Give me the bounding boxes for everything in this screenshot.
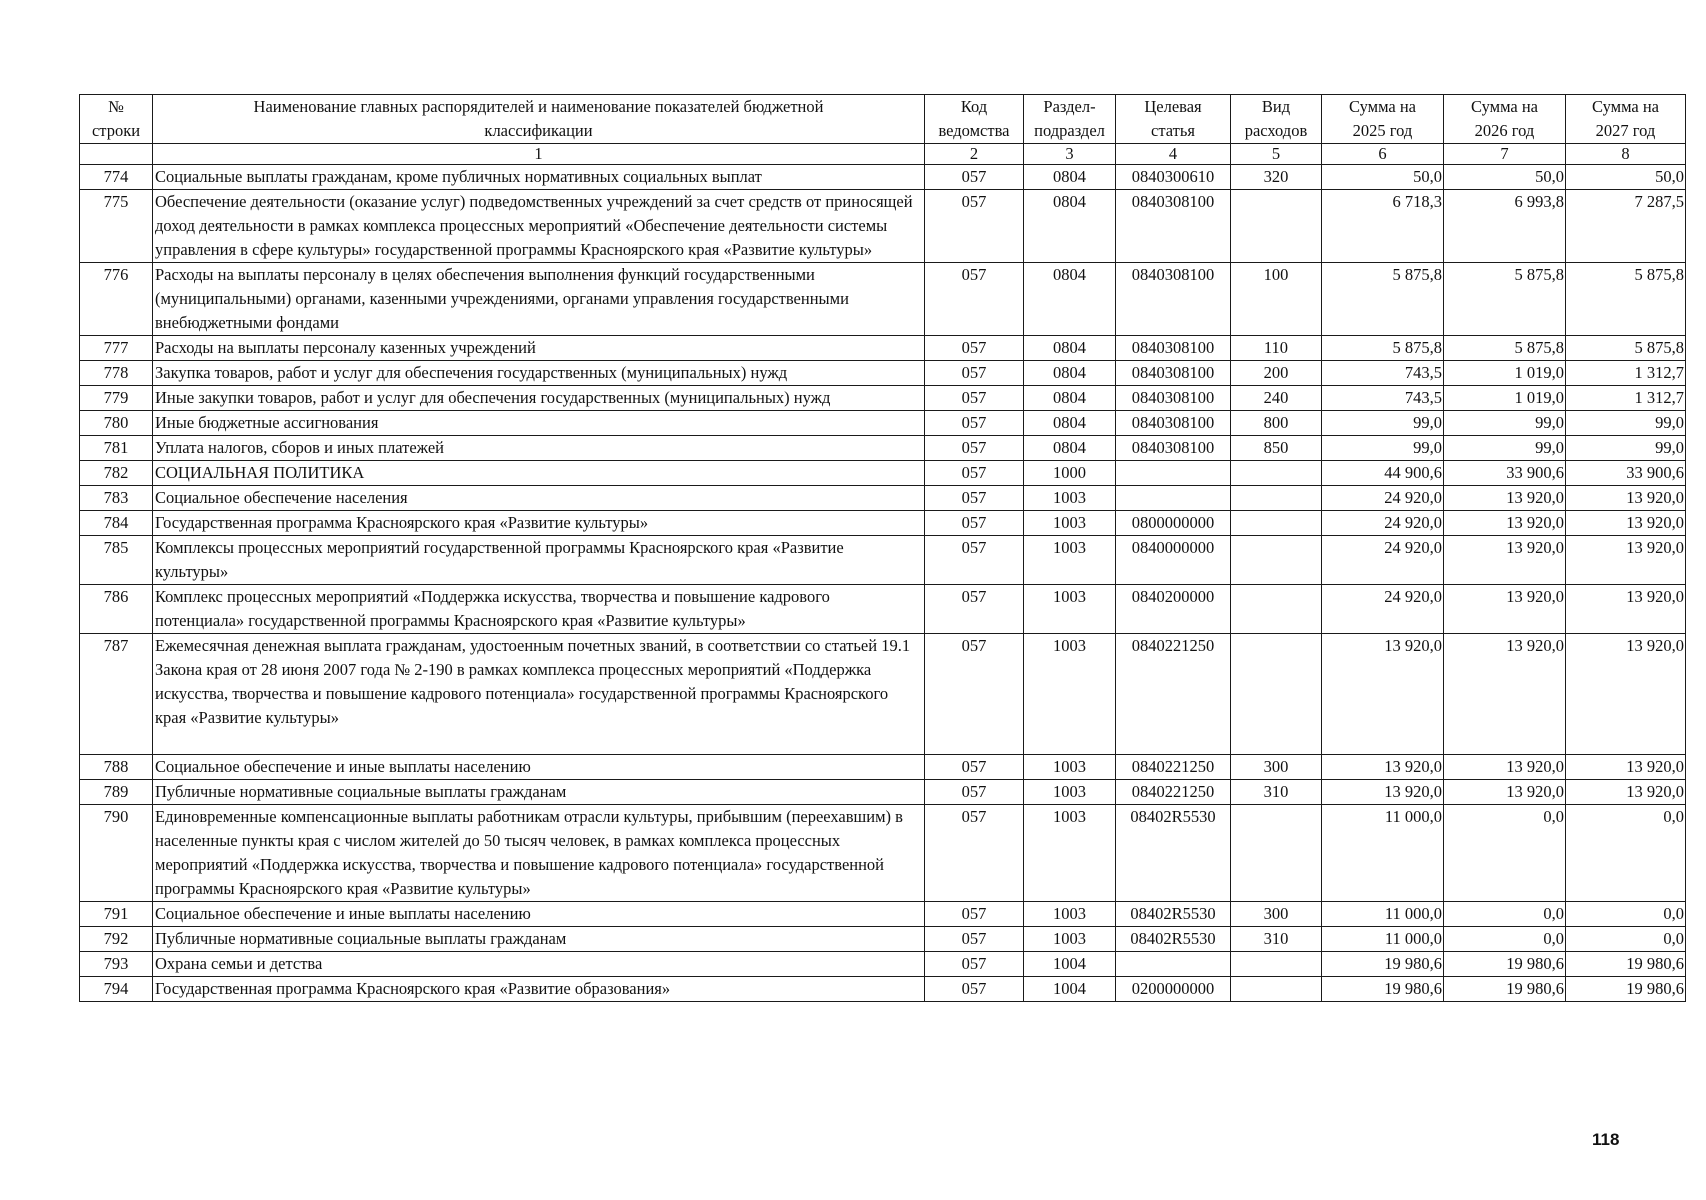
row-sum-2026: 33 900,6 [1444, 461, 1566, 486]
row-sum-2027: 99,0 [1566, 411, 1686, 436]
row-expense-type: 100 [1231, 263, 1322, 336]
row-sum-2026: 99,0 [1444, 411, 1566, 436]
row-section: 1003 [1024, 780, 1116, 805]
table-row [80, 585, 1686, 634]
row-target-article: 0840308100 [1116, 411, 1231, 436]
row-expense-type: 320 [1231, 165, 1322, 190]
row-department-code: 057 [925, 461, 1024, 486]
row-target-article: 0840221250 [1116, 780, 1231, 805]
row-sum-2027: 19 980,6 [1566, 952, 1686, 977]
row-name: Охрана семьи и детства [153, 952, 925, 977]
row-name: Социальное обеспечение и иные выплаты населению [153, 902, 925, 927]
row-sum-2025: 5 875,8 [1322, 336, 1444, 361]
row-department-code: 057 [925, 165, 1024, 190]
table-row [80, 805, 1686, 902]
row-number: 775 [80, 190, 153, 263]
table-body [80, 165, 1686, 1002]
row-target-article: 0840308100 [1116, 190, 1231, 263]
row-department-code: 057 [925, 927, 1024, 952]
row-number: 774 [80, 165, 153, 190]
row-expense-type [1231, 190, 1322, 263]
row-target-article [1116, 952, 1231, 977]
row-sum-2025: 24 920,0 [1322, 536, 1444, 585]
row-target-article: 0840300610 [1116, 165, 1231, 190]
table-row [80, 436, 1686, 461]
row-expense-type [1231, 585, 1322, 634]
row-expense-type [1231, 977, 1322, 1002]
row-sum-2027: 7 287,5 [1566, 190, 1686, 263]
row-expense-type: 310 [1231, 927, 1322, 952]
row-sum-2026: 5 875,8 [1444, 336, 1566, 361]
row-number: 776 [80, 263, 153, 336]
row-expense-type: 300 [1231, 755, 1322, 780]
row-sum-2026: 99,0 [1444, 436, 1566, 461]
row-sum-2026: 13 920,0 [1444, 585, 1566, 634]
row-sum-2027: 1 312,7 [1566, 386, 1686, 411]
header-sum-2026: Сумма на 2026 год [1444, 95, 1566, 144]
row-sum-2027: 13 920,0 [1566, 585, 1686, 634]
budget-table [79, 94, 1686, 1002]
row-number: 782 [80, 461, 153, 486]
column-index: 8 [1566, 144, 1686, 165]
row-department-code: 057 [925, 755, 1024, 780]
row-sum-2025: 13 920,0 [1322, 755, 1444, 780]
row-section: 1003 [1024, 634, 1116, 755]
row-sum-2026: 13 920,0 [1444, 486, 1566, 511]
row-sum-2026: 6 993,8 [1444, 190, 1566, 263]
table-row [80, 902, 1686, 927]
row-target-article: 0840000000 [1116, 536, 1231, 585]
row-department-code: 057 [925, 952, 1024, 977]
row-department-code: 057 [925, 263, 1024, 336]
row-section: 1004 [1024, 952, 1116, 977]
row-number: 783 [80, 486, 153, 511]
row-sum-2026: 0,0 [1444, 902, 1566, 927]
row-department-code: 057 [925, 336, 1024, 361]
row-name: Государственная программа Красноярского края «Развитие культуры» [153, 511, 925, 536]
table-row [80, 536, 1686, 585]
row-name: Публичные нормативные социальные выплаты гражданам [153, 780, 925, 805]
row-sum-2027: 13 920,0 [1566, 780, 1686, 805]
row-number: 781 [80, 436, 153, 461]
row-name: Комплексы процессных мероприятий государственной программы Красноярского края «Развитие культуры» [153, 536, 925, 585]
row-number: 790 [80, 805, 153, 902]
row-sum-2025: 24 920,0 [1322, 486, 1444, 511]
row-section: 1004 [1024, 977, 1116, 1002]
header-target-article: Целевая статья [1116, 95, 1231, 144]
column-index: 1 [153, 144, 925, 165]
row-target-article: 0840200000 [1116, 585, 1231, 634]
row-target-article: 0840308100 [1116, 361, 1231, 386]
row-department-code: 057 [925, 536, 1024, 585]
row-sum-2026: 13 920,0 [1444, 536, 1566, 585]
row-number: 791 [80, 902, 153, 927]
row-sum-2026: 13 920,0 [1444, 634, 1566, 755]
row-expense-type [1231, 634, 1322, 755]
row-target-article: 0840308100 [1116, 436, 1231, 461]
table-row [80, 461, 1686, 486]
row-sum-2025: 5 875,8 [1322, 263, 1444, 336]
row-target-article: 0840221250 [1116, 634, 1231, 755]
row-section: 0804 [1024, 263, 1116, 336]
row-name: Иные закупки товаров, работ и услуг для обеспечения государственных (муниципальных) нужд [153, 386, 925, 411]
table-row [80, 486, 1686, 511]
row-sum-2025: 11 000,0 [1322, 805, 1444, 902]
row-number: 778 [80, 361, 153, 386]
row-sum-2027: 33 900,6 [1566, 461, 1686, 486]
table-row [80, 190, 1686, 263]
column-index: 7 [1444, 144, 1566, 165]
row-name: Расходы на выплаты персоналу в целях обеспечения выполнения функций государственными (муниципальными) органами, казенными учреждениями, органами управления государственными внебюджетными фондами [153, 263, 925, 336]
row-department-code: 057 [925, 585, 1024, 634]
row-number: 784 [80, 511, 153, 536]
row-target-article [1116, 486, 1231, 511]
row-name: Публичные нормативные социальные выплаты гражданам [153, 927, 925, 952]
table-row [80, 263, 1686, 336]
table-row [80, 755, 1686, 780]
row-number: 792 [80, 927, 153, 952]
row-section: 0804 [1024, 336, 1116, 361]
row-department-code: 057 [925, 780, 1024, 805]
page-number: 118 [1592, 1130, 1620, 1149]
row-name: Уплата налогов, сборов и иных платежей [153, 436, 925, 461]
row-sum-2026: 50,0 [1444, 165, 1566, 190]
row-number: 785 [80, 536, 153, 585]
row-section: 1003 [1024, 585, 1116, 634]
table-row [80, 952, 1686, 977]
row-department-code: 057 [925, 977, 1024, 1002]
row-sum-2027: 19 980,6 [1566, 977, 1686, 1002]
column-index: 3 [1024, 144, 1116, 165]
row-target-article: 08402R5530 [1116, 902, 1231, 927]
row-number: 786 [80, 585, 153, 634]
table-row [80, 927, 1686, 952]
row-department-code: 057 [925, 805, 1024, 902]
row-target-article [1116, 461, 1231, 486]
row-section: 1003 [1024, 805, 1116, 902]
row-sum-2027: 13 920,0 [1566, 486, 1686, 511]
row-sum-2025: 11 000,0 [1322, 902, 1444, 927]
budget-sheet [79, 94, 1686, 1002]
row-section: 0804 [1024, 436, 1116, 461]
row-section: 0804 [1024, 386, 1116, 411]
header-row-number: № строки [80, 95, 153, 144]
header-name: Наименование главных распорядителей и наименование показателей бюджетной классификации [153, 95, 925, 144]
row-section: 1003 [1024, 755, 1116, 780]
row-target-article: 0840308100 [1116, 336, 1231, 361]
row-section: 1003 [1024, 927, 1116, 952]
row-section: 1003 [1024, 511, 1116, 536]
row-section: 1003 [1024, 902, 1116, 927]
row-expense-type [1231, 952, 1322, 977]
row-section: 1000 [1024, 461, 1116, 486]
row-sum-2025: 44 900,6 [1322, 461, 1444, 486]
row-name: Единовременные компенсационные выплаты работникам отрасли культуры, прибывшим (переехавшим) в населенные пункты края с числом жителей до 50 тысяч человек, в рамках комплекса процессных мероприятий «Поддержка искусства, творчества и повышение кадрового потенциала» государственной программы Красноярского края «Развитие культуры» [153, 805, 925, 902]
row-number: 793 [80, 952, 153, 977]
row-sum-2025: 99,0 [1322, 411, 1444, 436]
table-row [80, 336, 1686, 361]
table-row [80, 361, 1686, 386]
row-sum-2026: 13 920,0 [1444, 755, 1566, 780]
row-target-article: 08402R5530 [1116, 927, 1231, 952]
row-number: 787 [80, 634, 153, 755]
row-sum-2025: 24 920,0 [1322, 511, 1444, 536]
row-sum-2025: 50,0 [1322, 165, 1444, 190]
header-sum-2027: Сумма на 2027 год [1566, 95, 1686, 144]
row-section: 0804 [1024, 165, 1116, 190]
row-sum-2027: 13 920,0 [1566, 511, 1686, 536]
column-index-blank [80, 144, 153, 165]
row-name: Закупка товаров, работ и услуг для обеспечения государственных (муниципальных) нужд [153, 361, 925, 386]
header-sum-2025: Сумма на 2025 год [1322, 95, 1444, 144]
row-target-article: 0200000000 [1116, 977, 1231, 1002]
row-name: Государственная программа Красноярского края «Развитие образования» [153, 977, 925, 1002]
column-index: 2 [925, 144, 1024, 165]
row-sum-2026: 1 019,0 [1444, 386, 1566, 411]
row-sum-2027: 0,0 [1566, 805, 1686, 902]
row-sum-2027: 13 920,0 [1566, 536, 1686, 585]
row-sum-2026: 5 875,8 [1444, 263, 1566, 336]
row-sum-2027: 0,0 [1566, 902, 1686, 927]
header-row [80, 95, 1686, 144]
row-sum-2025: 99,0 [1322, 436, 1444, 461]
table-row [80, 386, 1686, 411]
row-sum-2027: 50,0 [1566, 165, 1686, 190]
row-number: 777 [80, 336, 153, 361]
row-number: 788 [80, 755, 153, 780]
row-target-article: 0800000000 [1116, 511, 1231, 536]
row-expense-type: 110 [1231, 336, 1322, 361]
row-department-code: 057 [925, 634, 1024, 755]
row-number: 779 [80, 386, 153, 411]
row-expense-type [1231, 486, 1322, 511]
row-expense-type: 850 [1231, 436, 1322, 461]
row-name: Социальное обеспечение и иные выплаты населению [153, 755, 925, 780]
table-row [80, 165, 1686, 190]
table-row [80, 634, 1686, 755]
row-expense-type [1231, 805, 1322, 902]
row-number: 789 [80, 780, 153, 805]
row-sum-2025: 19 980,6 [1322, 952, 1444, 977]
row-department-code: 057 [925, 386, 1024, 411]
header-expense-type: Вид расходов [1231, 95, 1322, 144]
row-expense-type: 300 [1231, 902, 1322, 927]
row-sum-2026: 19 980,6 [1444, 977, 1566, 1002]
row-name: Социальные выплаты гражданам, кроме публичных нормативных социальных выплат [153, 165, 925, 190]
row-department-code: 057 [925, 361, 1024, 386]
row-department-code: 057 [925, 486, 1024, 511]
column-index: 5 [1231, 144, 1322, 165]
table-row [80, 511, 1686, 536]
row-name: Комплекс процессных мероприятий «Поддержка искусства, творчества и повышение кадрового потенциала» государственной программы Красноярского края «Развитие культуры» [153, 585, 925, 634]
row-sum-2025: 19 980,6 [1322, 977, 1444, 1002]
row-department-code: 057 [925, 436, 1024, 461]
row-sum-2026: 0,0 [1444, 927, 1566, 952]
row-sum-2025: 24 920,0 [1322, 585, 1444, 634]
row-expense-type: 200 [1231, 361, 1322, 386]
row-expense-type [1231, 461, 1322, 486]
row-sum-2025: 743,5 [1322, 361, 1444, 386]
row-sum-2027: 5 875,8 [1566, 336, 1686, 361]
row-sum-2027: 0,0 [1566, 927, 1686, 952]
row-target-article: 0840308100 [1116, 386, 1231, 411]
row-sum-2026: 1 019,0 [1444, 361, 1566, 386]
row-sum-2027: 13 920,0 [1566, 755, 1686, 780]
header-section: Раздел- подраздел [1024, 95, 1116, 144]
row-sum-2027: 13 920,0 [1566, 634, 1686, 755]
row-number: 780 [80, 411, 153, 436]
column-index: 4 [1116, 144, 1231, 165]
row-sum-2025: 743,5 [1322, 386, 1444, 411]
row-number: 794 [80, 977, 153, 1002]
header-department-code: Код ведомства [925, 95, 1024, 144]
row-sum-2027: 99,0 [1566, 436, 1686, 461]
row-sum-2025: 13 920,0 [1322, 780, 1444, 805]
row-sum-2026: 19 980,6 [1444, 952, 1566, 977]
row-name: Иные бюджетные ассигнования [153, 411, 925, 436]
row-sum-2025: 13 920,0 [1322, 634, 1444, 755]
row-section: 1003 [1024, 536, 1116, 585]
table-row [80, 977, 1686, 1002]
row-name: Расходы на выплаты персоналу казенных учреждений [153, 336, 925, 361]
row-expense-type: 240 [1231, 386, 1322, 411]
row-expense-type [1231, 511, 1322, 536]
row-name: Обеспечение деятельности (оказание услуг) подведомственных учреждений за счет средств от приносящей доход деятельности в рамках комплекса процессных мероприятий «Обеспечение деятельности системы управления в сфере культуры» государственной программы Красноярского края «Развитие культуры» [153, 190, 925, 263]
row-expense-type: 310 [1231, 780, 1322, 805]
row-target-article: 0840221250 [1116, 755, 1231, 780]
column-index: 6 [1322, 144, 1444, 165]
row-sum-2027: 5 875,8 [1566, 263, 1686, 336]
row-name: СОЦИАЛЬНАЯ ПОЛИТИКА [153, 461, 925, 486]
row-sum-2026: 0,0 [1444, 805, 1566, 902]
row-section: 0804 [1024, 361, 1116, 386]
row-department-code: 057 [925, 411, 1024, 436]
row-section: 0804 [1024, 411, 1116, 436]
row-sum-2026: 13 920,0 [1444, 511, 1566, 536]
row-target-article: 0840308100 [1116, 263, 1231, 336]
table-row [80, 780, 1686, 805]
row-target-article: 08402R5530 [1116, 805, 1231, 902]
row-section: 0804 [1024, 190, 1116, 263]
row-name: Ежемесячная денежная выплата гражданам, удостоенным почетных званий, в соответствии со статьей 19.1 Закона края от 28 июня 2007 года № 2-190 в рамках комплекса процессных мероприятий «Поддержка искусства, творчества и повышение кадрового потенциала» государственной программы Красноярского края «Развитие культуры» [153, 634, 925, 755]
row-department-code: 057 [925, 902, 1024, 927]
row-name: Социальное обеспечение населения [153, 486, 925, 511]
column-index-row [80, 144, 1686, 165]
row-sum-2025: 6 718,3 [1322, 190, 1444, 263]
row-department-code: 057 [925, 511, 1024, 536]
row-section: 1003 [1024, 486, 1116, 511]
row-sum-2025: 11 000,0 [1322, 927, 1444, 952]
row-sum-2027: 1 312,7 [1566, 361, 1686, 386]
table-row [80, 411, 1686, 436]
row-expense-type [1231, 536, 1322, 585]
row-expense-type: 800 [1231, 411, 1322, 436]
row-department-code: 057 [925, 190, 1024, 263]
row-sum-2026: 13 920,0 [1444, 780, 1566, 805]
